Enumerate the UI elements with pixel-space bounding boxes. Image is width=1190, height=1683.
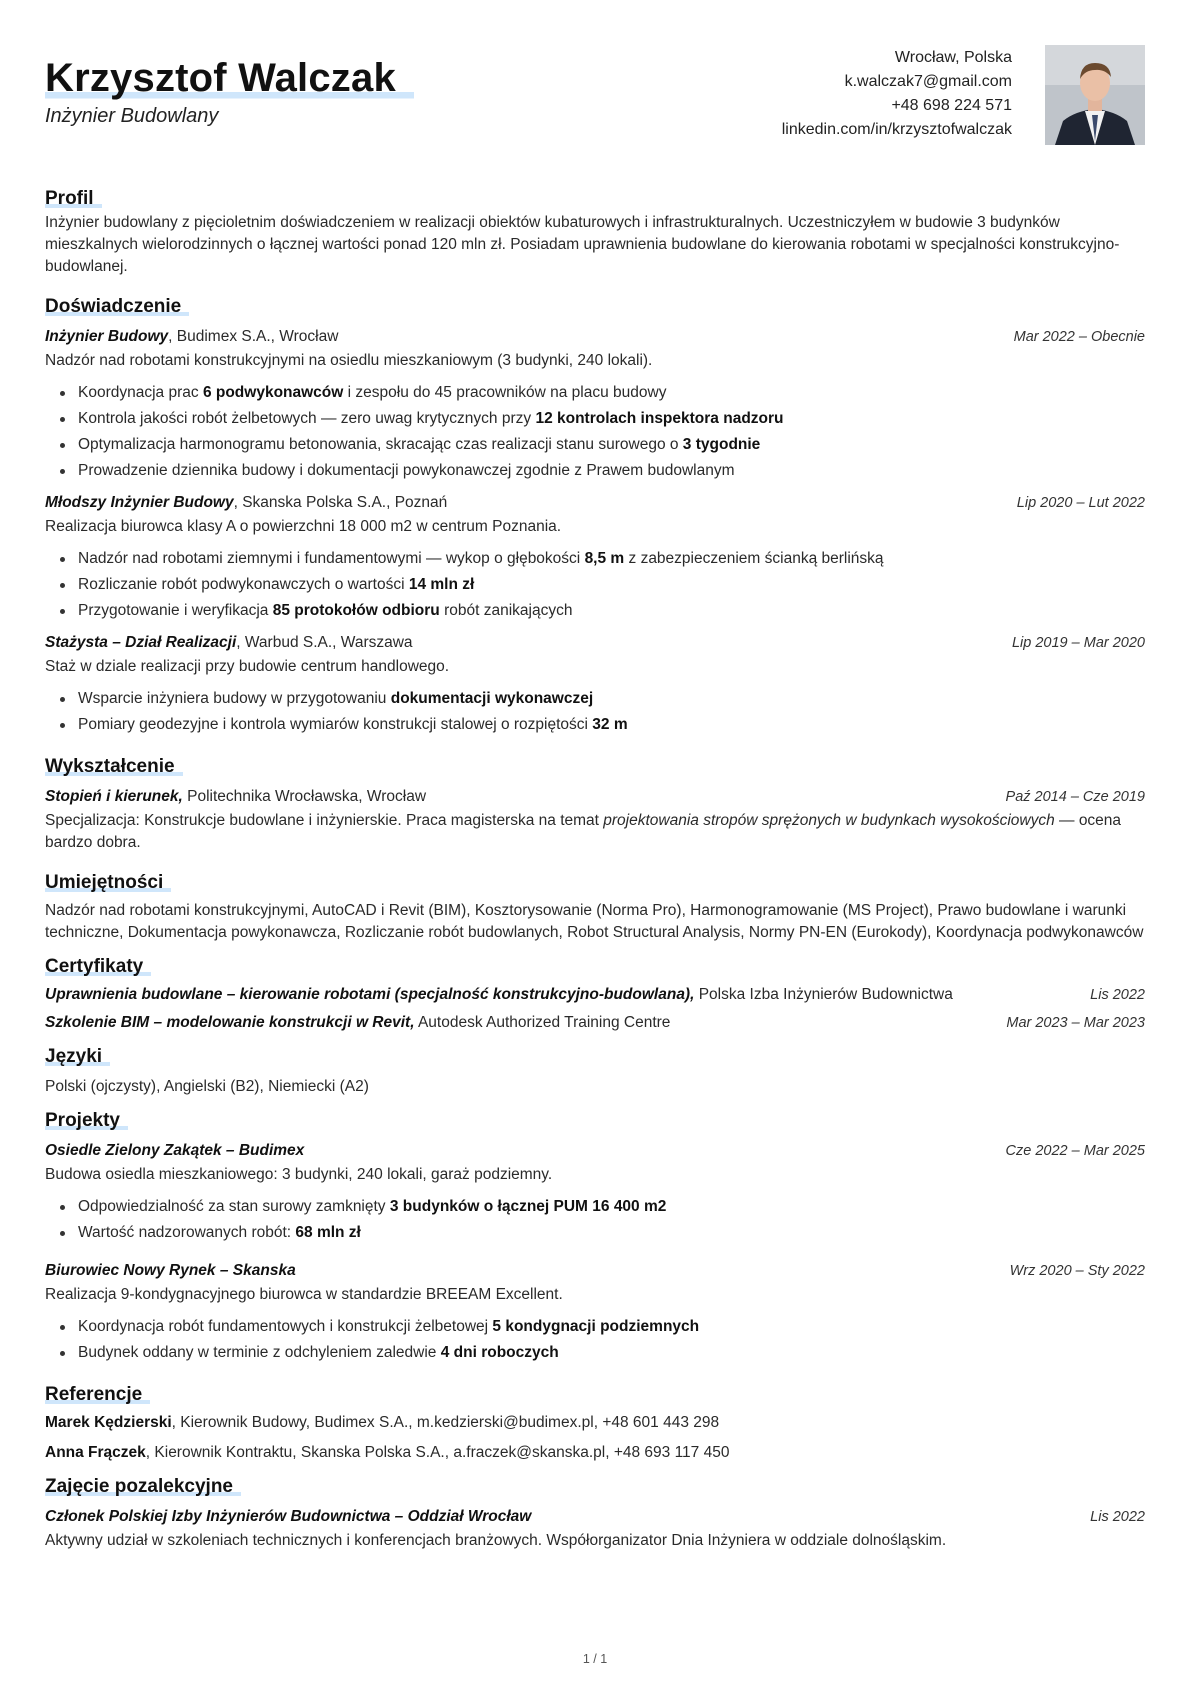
bullet-item: Budynek oddany w terminie z odchyleniem zaledwie 4 dni roboczych — [45, 1340, 1145, 1366]
project-entry — [45, 1260, 1145, 1366]
education-section — [45, 756, 1145, 854]
bullet-item: Optymalizacja harmonogramu betonowania, skracając czas realizacji stanu surowego o 3 tygodnie — [45, 432, 1145, 458]
experience-section — [45, 296, 1145, 738]
project-date: Cze 2022 – Mar 2025 — [1005, 1143, 1145, 1159]
portrait-icon — [1045, 45, 1145, 145]
extracurricular-heading: Zajęcie pozalekcyjne — [45, 1476, 241, 1498]
bullet-item: Nadzór nad robotami ziemnymi i fundamentowymi — wykop o głębokości 8,5 m z zabezpieczeniem ścianką berlińską — [45, 546, 1145, 572]
activity-description: Aktywny udział w szkoleniach technicznych i konferencjach branżowych. Współorganizator Dnia Inżyniera w oddziale dolnośląskim. — [45, 1532, 947, 1549]
bullet-item: Koordynacja robót fundamentowych i konstrukcji żelbetowej 5 kondygnacji podziemnych — [45, 1314, 1145, 1340]
bullet-item: Odpowiedzialność za stan surowy zamknięty 3 budynków o łącznej PUM 16 400 m2 — [45, 1194, 1145, 1220]
school: Politechnika Wrocławska, Wrocław — [182, 788, 427, 805]
education-date: Paź 2014 – Cze 2019 — [1005, 789, 1145, 805]
project-bullets — [45, 1194, 1145, 1246]
job-bullets — [45, 380, 1145, 484]
skills-heading: Umiejętności — [45, 872, 171, 894]
project-name: Biurowiec Nowy Rynek – Skanska — [45, 1262, 296, 1279]
job-description: Realizacja biurowca klasy A o powierzchni 18 000 m2 w centrum Poznania. — [45, 518, 562, 535]
candidate-title: Inżynier Budowlany — [45, 105, 219, 127]
location: Wrocław, Polska — [894, 49, 1012, 66]
languages-section — [45, 1046, 1145, 1098]
education-heading: Wykształcenie — [45, 756, 183, 778]
job-bullets — [45, 686, 1145, 738]
profile-photo — [1045, 45, 1145, 145]
certificates-section — [45, 956, 1145, 1034]
languages-text: Polski (ojczysty), Angielski (B2), Niemiecki (A2) — [45, 1078, 369, 1095]
contact-block — [782, 46, 1012, 142]
job-description: Staż w dziale realizacji przy budowie centrum handlowego. — [45, 658, 450, 675]
bullet-item: Koordynacja prac 6 podwykonawców i zespołu do 45 pracowników na placu budowy — [45, 380, 1145, 406]
extracurricular-section — [45, 1476, 1145, 1552]
bullet-item: Wartość nadzorowanych robót: 68 mln zł — [45, 1220, 1145, 1246]
project-description: Budowa osiedla mieszkaniowego: 3 budynki, 240 lokali, garaż podziemny. — [45, 1166, 553, 1183]
experience-heading: Doświadczenie — [45, 296, 189, 318]
job-date: Lip 2020 – Lut 2022 — [1016, 495, 1145, 511]
job-role: Inżynier Budowy — [45, 328, 169, 345]
page-number: 1 / 1 — [582, 1652, 608, 1666]
profile-text: Inżynier budowlany z pięcioletnim doświadczeniem w realizacji obiektów kubaturowych i infrastrukturalnych. Uczestniczyłem w budowie 3 budynków mieszkalnych wielorodzinnych o łącznej wartości ponad 120 mln zł. Posiadam uprawnienia budowlane do kierowania robotami w specjalności konstrukcyjno-budowlanej. — [45, 214, 1120, 275]
project-date: Wrz 2020 – Sty 2022 — [1009, 1263, 1145, 1279]
certificate-item: Szkolenie BIM – modelowanie konstrukcji w Revit, Autodesk Authorized Training Centre Mar 2023 – Mar 2023 — [45, 1014, 1145, 1031]
job-role: Stażysta – Dział Realizacji — [45, 634, 237, 651]
references-heading: Referencje — [45, 1384, 150, 1406]
projects-heading: Projekty — [45, 1110, 128, 1132]
job-org: , Skanska Polska S.A., Poznań — [233, 494, 448, 511]
skills-section — [45, 872, 1145, 944]
job-role: Młodszy Inżynier Budowy — [45, 494, 234, 511]
experience-entry — [45, 326, 1145, 484]
certificates-heading: Certyfikaty — [45, 956, 151, 978]
reference-item: Anna Frączek, Kierownik Kontraktu, Skanska Polska S.A., a.fraczek@skanska.pl, +48 693 117 450 — [45, 1444, 730, 1461]
activity-name: Członek Polskiej Izby Inżynierów Budownictwa – Oddział Wrocław — [45, 1508, 532, 1525]
candidate-name: Krzysztof Walczak — [45, 56, 414, 101]
project-description: Realizacja 9-kondygnacyjnego biurowca w standardzie BREEAM Excellent. — [45, 1286, 563, 1303]
bullet-item: Pomiary geodezyjne i kontrola wymiarów konstrukcji stalowej o rozpiętości 32 m — [45, 712, 1145, 738]
certificate-item: Uprawnienia budowlane – kierowanie robotami (specjalność konstrukcyjno-budowlana), Polska Izba Inżynierów Budownictwa Lis 2022 — [45, 986, 1145, 1003]
job-bullets — [45, 546, 1145, 624]
languages-heading: Języki — [45, 1046, 110, 1068]
skills-text: Nadzór nad robotami konstrukcyjnymi, AutoCAD i Revit (BIM), Kosztorysowanie (Norma Pro), Harmonogramowanie (MS Project), Prawo budowlane i warunki techniczne, Dokumentacja powykonawcza, Rozliczanie robót budowlanych, Robot Structural Analysis, Normy PN-EN (Eurokody), Koordynacja podwykonawców — [45, 902, 1144, 941]
job-org: , Warbud S.A., Warszawa — [236, 634, 413, 651]
experience-entry — [45, 492, 1145, 624]
bullet-item: Przygotowanie i weryfikacja 85 protokołów odbioru robót zanikających — [45, 598, 1145, 624]
project-entry — [45, 1140, 1145, 1246]
phone: +48 698 224 571 — [891, 97, 1012, 114]
projects-section — [45, 1110, 1145, 1366]
job-date: Mar 2022 – Obecnie — [1013, 329, 1145, 345]
experience-entry — [45, 632, 1145, 738]
job-org: , Budimex S.A., Wrocław — [168, 328, 339, 345]
education-description: Specjalizacja: Konstrukcje budowlane i inżynierskie. Praca magisterska na temat projektowania stropów sprężonych w budynkach wysokościowych — ocena bardzo dobra. — [45, 812, 1122, 851]
job-date: Lip 2019 – Mar 2020 — [1011, 635, 1145, 651]
bullet-item: Kontrola jakości robót żelbetowych — zero uwag krytycznych przy 12 kontrolach inspektora nadzoru — [45, 406, 1145, 432]
job-description: Nadzór nad robotami konstrukcyjnymi na osiedlu mieszkaniowym (3 budynki, 240 lokali). — [45, 352, 653, 369]
header — [45, 42, 1145, 162]
bullet-item: Rozliczanie robót podwykonawczych o wartości 14 mln zł — [45, 572, 1145, 598]
references-section — [45, 1384, 1145, 1468]
activity-date: Lis 2022 — [1090, 1509, 1145, 1525]
extracurricular-entry — [45, 1506, 1145, 1552]
profile-heading: Profil — [45, 188, 102, 210]
education-entry — [45, 786, 1145, 854]
bullet-item: Wsparcie inżyniera budowy w przygotowaniu dokumentacji wykonawczej — [45, 686, 1145, 712]
profile-section — [45, 188, 1145, 278]
project-bullets — [45, 1314, 1145, 1366]
project-name: Osiedle Zielony Zakątek – Budimex — [45, 1142, 305, 1159]
reference-item: Marek Kędzierski, Kierownik Budowy, Budimex S.A., m.kedzierski@budimex.pl, +48 601 443 298 — [45, 1414, 720, 1431]
linkedin-link[interactable]: linkedin.com/in/krzysztofwalczak — [781, 121, 1012, 138]
degree: Stopień i kierunek, — [45, 788, 183, 805]
bullet-item: Prowadzenie dziennika budowy i dokumentacji powykonawczej zgodnie z Prawem budowlanym — [45, 458, 1145, 484]
email-link[interactable]: k.walczak7@gmail.com — [844, 73, 1012, 90]
